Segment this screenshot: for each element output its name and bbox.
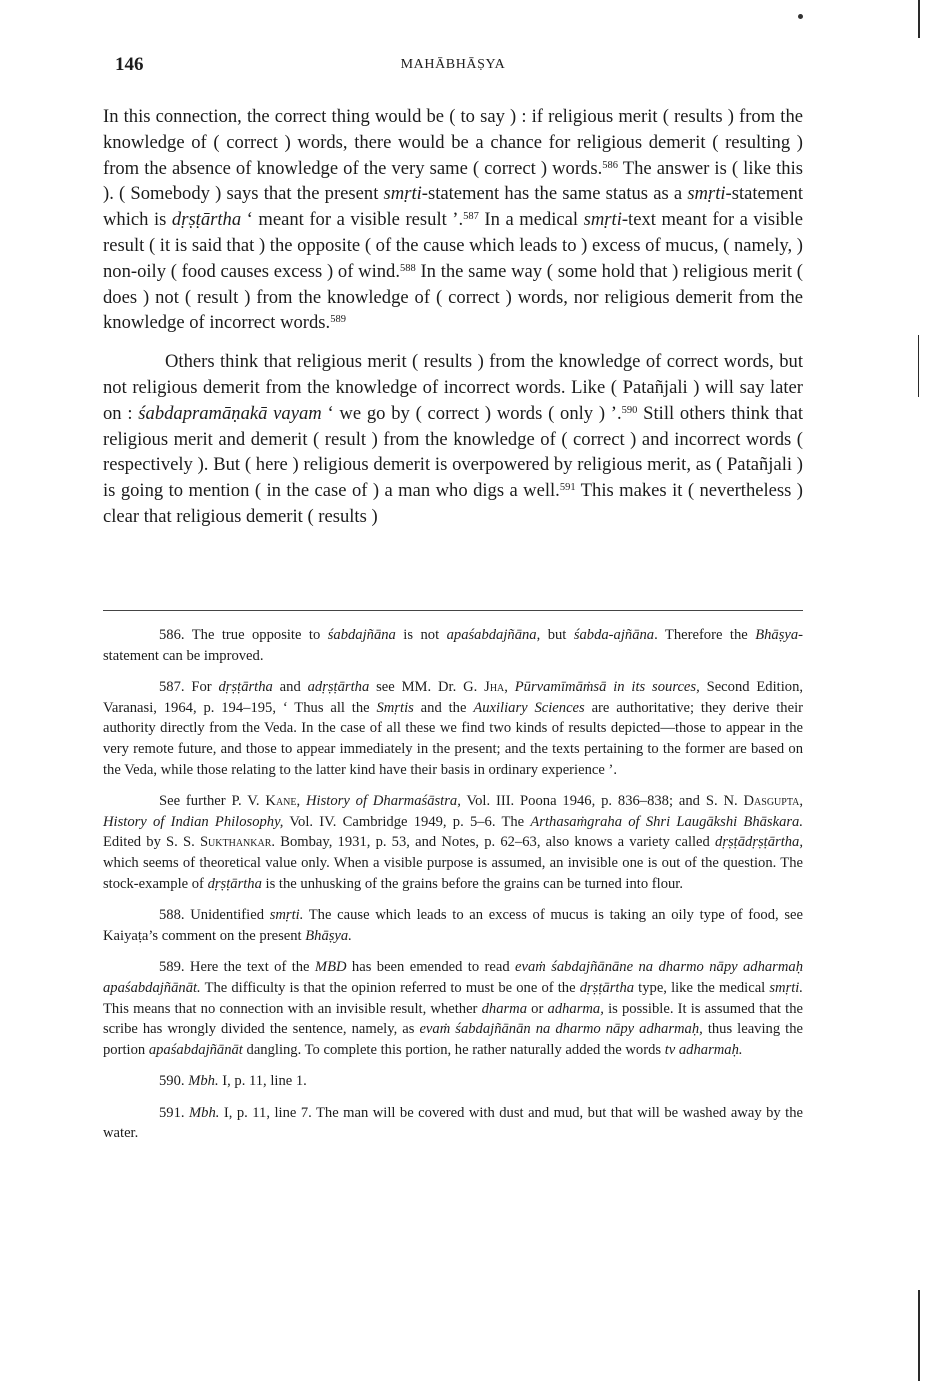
footnote-587: 587. For dṛṣṭārtha and adṛṣṭārtha see MM. Dr. G. Jha, Pūrvamīmāṁsā in its sources, Second Edition, Varanasi, 1964, p. 194–195, ‘ Thus all the Smṛtis and the Auxiliary Sciences are authoritative; they derive their authority directly from the Veda. In the case of all these we find two kinds of results depicted—those to appear in the very remote future, and those to appear immediately in the present; and the texts pertaining to the former are based on the Veda, while those relating to the latter kind have their basis in ordinary experience ’.	[103, 679, 804, 778]
footnote-591: 591. Mbh. I, p. 11, line 7. The man will be covered with dust and mud, but that will be washed away by the water.	[103, 1104, 803, 1142]
footnote-586: 586. The true opposite to śabdajñāna is not apaśabdajñāna, but śabda-ajñāna. Therefore the Bhāṣya-statement can be improved.	[103, 627, 804, 664]
footnotes	[103, 625, 803, 1155]
paragraph-1: In this connection, the correct thing would be ( to say ) : if religious merit ( results ) from the knowledge of ( correct ) words, there would be a chance for religious demerit ( resulting ) from the absence of knowledge of the very same ( correct ) words.$^{586}$ The answer is ( like this ). ( Somebody ) says that the present smṛti-statement has the same status as a smṛti-statement which is dṛṣṭārtha ‘ meant for a visible result ’.$^{587}$ In a medical smṛti-text meant for a visible result ( it is said that ) the opposite ( of the cause which leads to ) excess of mucus, ( namely, ) non-oily ( food causes excess ) of wind.$^{588}$ In the same way ( some hold that ) religious merit ( does ) not ( result ) from the knowledge of ( correct ) words, nor religious demerit from the knowledge of incorrect words.$^{589}$	[103, 106, 804, 334]
footnote-ref-587: 587	[463, 211, 479, 223]
footnote-588: 588. Unidentified smṛti. The cause which leads to an excess of mucus is taking an oily type of food, see Kaiyaṭa’s comment on the present Bhāṣya.	[103, 907, 803, 944]
running-title: MAHĀBHĀṢYA	[400, 57, 506, 72]
footnote-ref-588: 588	[399, 262, 416, 274]
main-text	[103, 104, 803, 530]
footnote-590: 590. Mbh. I, p. 11, line 1.	[159, 1073, 307, 1090]
page-header	[103, 54, 803, 80]
scan-edge-line	[918, 0, 920, 38]
footnote-589: 589. Here the text of the MBD has been emended to read evaṁ śabdajñānāne na dharmo nāpy adharmaḥ apaśabdajñānāt. The difficulty is that the opinion referred to must be one of the dṛṣṭārtha type, like the medical smṛti. This means that no connection with an invisible result, whether dharma or adharma, is possible. It is assumed that the scribe has wrongly divided the sentence, namely, as evaṁ śabdajñānān na dharmo nāpy adharmaḥ, thus leaving the portion apaśabdajñānāt dangling. To complete this portion, he rather naturally added the words tv adharmaḥ.	[103, 959, 804, 1058]
footnote-ref-591: 591	[559, 482, 576, 494]
footnote-ref-589: 589	[330, 314, 346, 326]
footnote-ref-586: 586	[602, 159, 618, 171]
page-number: 146	[115, 54, 144, 75]
footnote-divider	[103, 610, 803, 611]
scan-edge-line	[918, 335, 919, 397]
footnote-ref-590: 590	[621, 404, 638, 416]
footnote-587-continued: See further P. V. Kane, History of Dharmaśāstra, Vol. III. Poona 1946, p. 836–838; and S. N. Dasgupta, History of Indian Philosophy, Vol. IV. Cambridge 1949, p. 5–6. The Arthasaṁgraha of Shri Laugākshi Bhāskara. Edited by S. S. Sukthankar. Bombay, 1931, p. 53, and Notes, p. 62–63, also knows a variety called dṛṣṭādṛṣṭārtha, which seems of theoretical value only. When a visible purpose is assumed, an invisible one is out of the question. The stock-example of dṛṣṭārtha is the unhusking of the grains before the grains can be turned into flour.	[103, 793, 804, 892]
paragraph-2: Others think that religious merit ( results ) from the knowledge of correct words, but not religious demerit from the knowledge of incorrect words. Like ( Patañjali ) will say later on : śabdapramāṇakā vayam ‘ we go by ( correct ) words ( only ) ’.$^{590}$ Still others think that religious merit and demerit ( result ) from the knowledge of ( correct ) and incorrect words ( respectively ). But ( here ) religious demerit is overpowered by religious merit, as ( Patañjali ) is going to mention ( in the case of ) a man who digs a well.$^{591}$ This makes it ( nevertheless ) clear that religious demerit ( results )	[103, 351, 804, 527]
scan-edge-line	[918, 1290, 920, 1381]
scan-speck	[798, 14, 803, 19]
